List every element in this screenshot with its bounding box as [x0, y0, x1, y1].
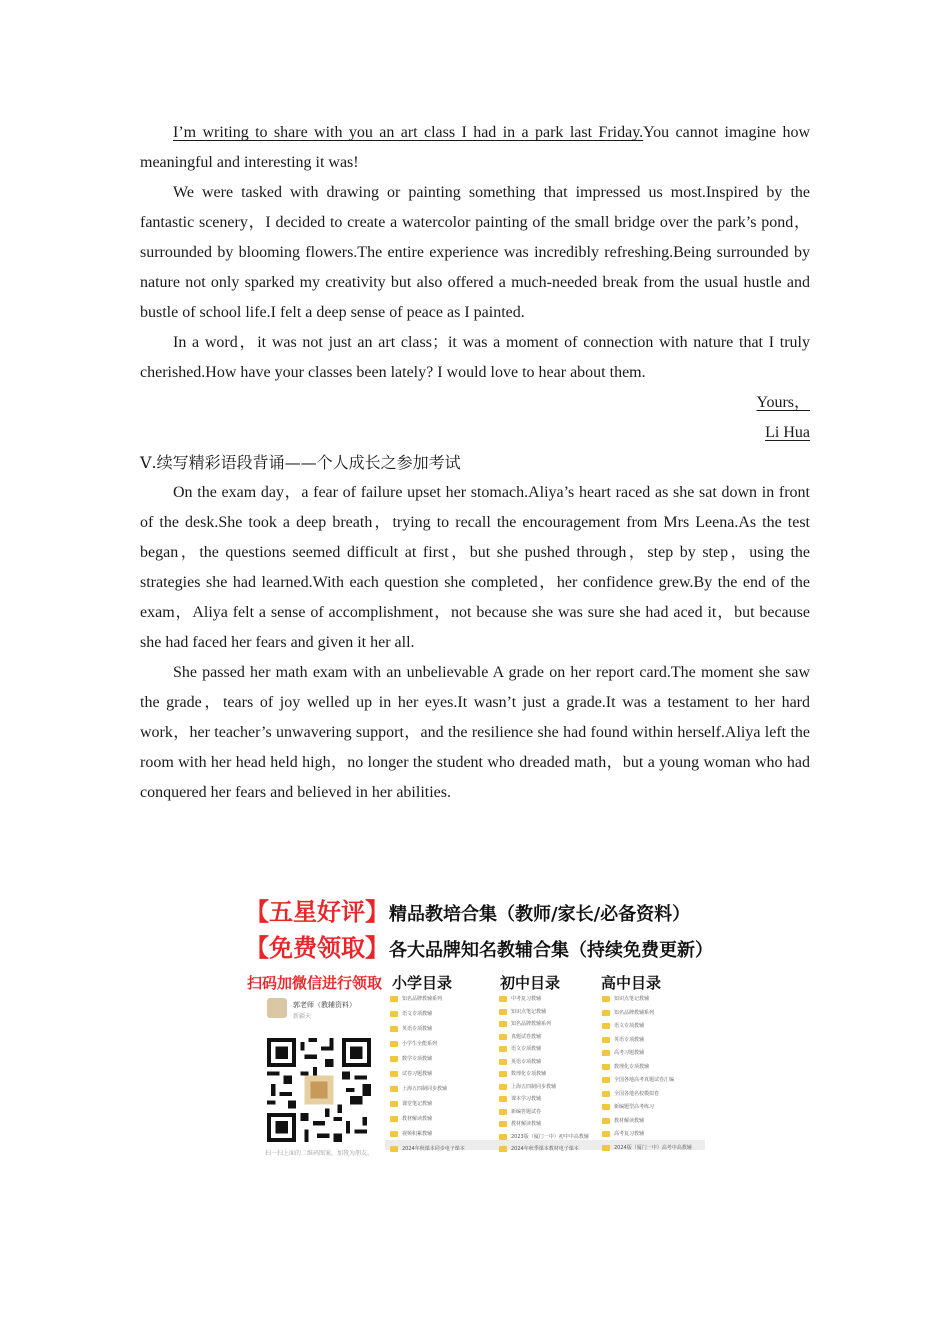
- folder-icon: [602, 1091, 610, 1097]
- folder-label: 新编答题试卷: [511, 1108, 542, 1115]
- folder-icon: [602, 1010, 610, 1016]
- folder-icon: [499, 1084, 507, 1090]
- avatar: [267, 998, 287, 1018]
- folder-icon: [390, 1026, 398, 1032]
- folder-label: 知识点笔记教辅: [511, 1008, 547, 1015]
- story-paragraph-2: She passed her math exam with an unbelievable A grade on her report card.The moment she saw the grade，tears of joy welled up in her eyes.It wasn’t just a grade.It was a testament to her hard work，her teacher’s unwavering support，and the resilience she had found within herself.Aliya left the room with her head held high，no longer the student who dreaded math，but a young woman who had conquered her fears and believed in her abilities.: [140, 664, 810, 801]
- folder-label: 知名品牌教辅系列: [614, 1009, 655, 1016]
- folder-label: 知名品牌教辅系列: [402, 996, 443, 1002]
- folder-icon: [602, 1145, 610, 1151]
- folder-label: 高考习题教辅: [614, 1050, 645, 1056]
- folder-label: 数理化专项教辅: [511, 1071, 547, 1077]
- folder-label: 小学生全能系列: [402, 1041, 438, 1047]
- folder-icon: [602, 1118, 610, 1124]
- folder-icon: [499, 1146, 507, 1152]
- letter-signature: Li Hua: [765, 424, 810, 441]
- folder-label: 全国各地高考真题试卷汇编: [614, 1077, 675, 1083]
- folder-label: 知名品牌教辅系列: [511, 1021, 552, 1027]
- folder-label: 试卷习题教辅: [402, 1071, 433, 1077]
- folder-label: 2024版（厦门一中）高考中高教辅: [614, 1144, 692, 1151]
- document-page: [140, 118, 810, 808]
- folder-label: 课堂笔记教辅: [402, 1101, 433, 1107]
- folder-label: 课本学习教辅: [511, 1096, 542, 1102]
- folder-label: 英语专项教辅: [402, 1026, 433, 1032]
- promo-banner[interactable]: [245, 890, 713, 1160]
- folder-icon: [390, 1056, 398, 1062]
- folder-icon: [390, 1101, 398, 1107]
- folder-icon: [499, 1109, 507, 1115]
- folder-label: 数理化专项教辅: [614, 1063, 650, 1070]
- folder-icon: [390, 1131, 398, 1137]
- qr-code-icon[interactable]: [267, 1038, 371, 1142]
- folder-icon: [602, 1104, 610, 1110]
- folder-icon: [602, 1023, 610, 1029]
- folder-icon: [390, 1011, 398, 1017]
- folder-label: 教材解读教辅: [614, 1117, 645, 1124]
- folder-icon: [499, 1071, 507, 1077]
- folder-label: 数学专项教辅: [402, 1056, 433, 1062]
- folder-label: 语文专项教辅: [614, 1023, 645, 1029]
- folder-icon: [499, 1021, 507, 1027]
- folder-label: 高考复习教辅: [614, 1131, 645, 1137]
- folder-icon: [390, 1086, 398, 1092]
- folder-label: 新编题型高考练习: [614, 1104, 655, 1110]
- letter-p1-rest: You cannot imagine how meaningful and interesting it was!: [140, 124, 810, 171]
- promo-line-2: 【免费领取】各大品牌知名教辅合集（持续免费更新）: [245, 934, 713, 962]
- folder-label: 上海五四制同步教辅: [402, 1086, 448, 1092]
- folder-label: 教材解读教辅: [511, 1121, 542, 1127]
- folder-icon: [390, 1116, 398, 1122]
- folder-label: 真题试卷教辅: [511, 1033, 542, 1040]
- folder-label: 英语专项教辅: [614, 1036, 645, 1043]
- folder-label: 教材解读教辅: [402, 1116, 433, 1122]
- folder-label: 语文专项教辅: [402, 1011, 433, 1017]
- folder-icon: [499, 1034, 507, 1040]
- folder-icon: [602, 1037, 610, 1043]
- letter-paragraph-1: [140, 118, 810, 178]
- folder-icon: [499, 1121, 507, 1127]
- folder-icon: [602, 1050, 610, 1056]
- letter-paragraph-2: We were tasked with drawing or painting something that impressed us most.Inspired by the fantastic scenery，I decided to create a watercolor painting of the small bridge over the park’s pond，surrounded by blooming flowers.The entire experience was incredibly refreshing.Being surrounded by nature not only sparked my creativity but also offered a much-needed break from the usual hustle and bustle of school life.I felt a deep sense of peace as I painted.: [140, 184, 810, 321]
- qr-caption: 扫一扫上面的二维码图案，加我为朋友。: [265, 1150, 374, 1157]
- letter-paragraph-3: In a word，it was not just an art class；it was a moment of connection with nature that I truly cherished.How have your classes been lately? I would love to hear about them.: [140, 334, 810, 381]
- folder-icon: [602, 1064, 610, 1070]
- folder-icon: [390, 1071, 398, 1077]
- folder-label: 2024年秋季课本教材电子课本: [511, 1146, 579, 1152]
- folder-icon: [602, 1131, 610, 1137]
- folder-label: 知识点笔记教辅: [614, 996, 650, 1002]
- primary-catalog-title: 小学目录: [392, 974, 453, 992]
- high-catalog-title: 高中目录: [601, 974, 662, 992]
- story-paragraph-1: On the exam day，a fear of failure upset her stomach.Aliya’s heart raced as she sat down in front of the desk.She took a deep breath，trying to recall the encouragement from Mrs Leena.As the test began，the questions seemed difficult at first，but she pushed through，step by step，using the strategies she had learned.With each question she completed，her confidence grew.By the end of the exam，Aliya felt a sense of accomplishment，not because she was sure she had aced it，but because she had faced her fears and given it her all.: [140, 484, 810, 651]
- folder-label: 视频积累教辅: [402, 1131, 433, 1137]
- folder-icon: [499, 1059, 507, 1065]
- middle-catalog-title: 初中目录: [500, 974, 561, 992]
- folder-icon: [602, 1077, 610, 1083]
- folder-icon: [499, 1134, 507, 1140]
- folder-label: 2024年秋课本同步电子课本: [402, 1146, 465, 1152]
- folder-label: 中考复习教辅: [511, 996, 542, 1002]
- folder-icon: [499, 1009, 507, 1015]
- folder-label: 2023版（厦门一中）初中中高教辅: [511, 1133, 589, 1140]
- folder-icon: [390, 1041, 398, 1047]
- folder-label: 上海五四制同步教辅: [511, 1083, 557, 1090]
- folder-label: 英语专项教辅: [511, 1058, 542, 1065]
- folder-icon: [499, 1096, 507, 1102]
- folder-icon: [390, 996, 398, 1002]
- folder-icon: [390, 1146, 398, 1152]
- folder-icon: [499, 1046, 507, 1052]
- underlined-sentence: I’m writing to share with you an art class I had in a park last Friday.: [173, 124, 644, 141]
- folder-label: 全国各地名校模拟卷: [614, 1090, 660, 1097]
- folder-label: 语文专项教辅: [511, 1046, 542, 1052]
- folder-icon: [499, 996, 507, 1002]
- folder-icon: [602, 996, 610, 1002]
- contact-name: 郭老师（教辅资料）: [293, 1001, 356, 1009]
- letter-closing: Yours，: [756, 394, 810, 411]
- promo-line-1: 【五星好评】精品教培合集（教师/家长/必备资料）: [245, 898, 691, 926]
- contact-region: 新疆天: [293, 1013, 312, 1020]
- scan-instruction: 扫码加微信进行领取: [247, 974, 383, 992]
- contact-card: [267, 998, 377, 1020]
- section-heading: Ⅴ.续写精彩语段背诵——个人成长之参加考试: [140, 453, 461, 472]
